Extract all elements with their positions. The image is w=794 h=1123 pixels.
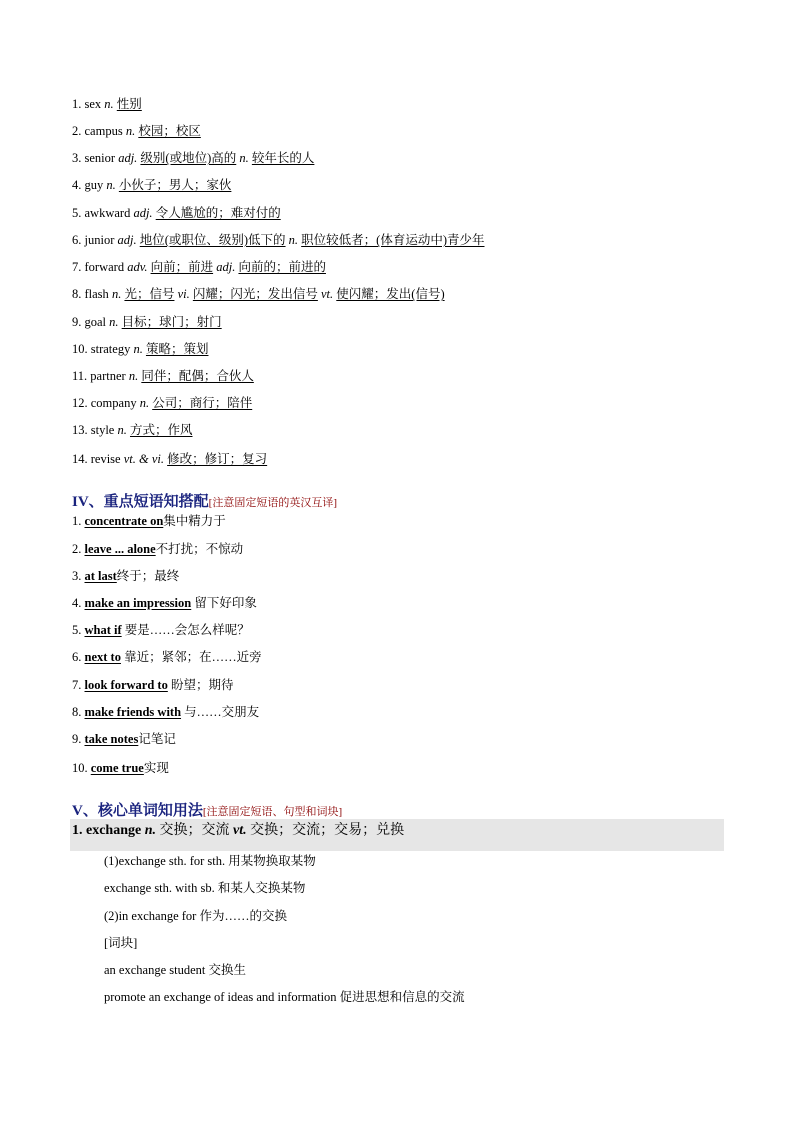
vocab-item <box>72 150 314 166</box>
vocab-item <box>72 368 254 384</box>
meaning: 公司；商行；陪伴 <box>152 396 253 410</box>
part-of-speech: n. <box>288 233 299 247</box>
phrase-meaning: 记笔记 <box>138 732 176 746</box>
vocab-item <box>72 123 201 139</box>
part-of-speech: vt. & vi. <box>123 452 164 466</box>
meaning: 较年长的人 <box>251 151 315 165</box>
phrase: take notes <box>84 732 139 746</box>
phrase-meaning: 集中精力于 <box>163 514 226 528</box>
meaning: 闪耀；闪光；发出信号 <box>192 287 318 301</box>
word: style <box>90 423 115 437</box>
usage-line: an exchange student 交换生 <box>104 963 246 977</box>
meaning: 令人尴尬的；难对付的 <box>155 206 281 220</box>
section-heading <box>72 493 337 512</box>
part-of-speech: adj. <box>117 233 137 247</box>
part-of-speech: n. <box>128 369 139 383</box>
phrase-meaning: 终于；最终 <box>116 569 180 583</box>
item-number: 9. <box>72 732 82 746</box>
section-note: [注意固定短语的英汉互译] <box>208 497 337 509</box>
phrase-meaning: 盼望；期待 <box>170 678 234 692</box>
phrase: look forward to <box>84 678 168 692</box>
item-number: 8. <box>72 287 82 301</box>
part-of-speech: n. <box>144 823 157 838</box>
item-number: 7. <box>72 678 82 692</box>
word: senior <box>84 151 116 165</box>
item-number: 3. <box>72 569 82 583</box>
item-number: 12. <box>72 396 88 410</box>
vocab-item <box>72 314 222 330</box>
word: flash <box>84 287 109 301</box>
phrase-item <box>72 704 259 720</box>
item-number: 4. <box>72 596 82 610</box>
word: junior <box>84 233 115 247</box>
phrase-meaning: 实现 <box>143 761 169 775</box>
part-of-speech: adv. <box>127 260 148 274</box>
usage-line: [词块] <box>104 936 138 950</box>
phrase-meaning: 留下好印象 <box>194 596 257 610</box>
section-title: V、核心单词知用法 <box>72 803 203 819</box>
word: goal <box>84 315 107 329</box>
phrase-item <box>72 731 176 747</box>
meaning: 向前；前进 <box>150 260 214 274</box>
item-number: 1. <box>72 823 83 838</box>
phrase-meaning: 与……交朋友 <box>184 705 260 719</box>
item-number: 7. <box>72 260 82 274</box>
word: campus <box>84 124 123 138</box>
word: sex <box>84 97 102 111</box>
meaning: 目标；球门；射门 <box>121 315 222 329</box>
meaning: 校园；校区 <box>138 124 201 138</box>
phrase-meaning: 靠近；紧邻；在……近旁 <box>124 650 262 664</box>
phrase-meaning: 不打扰；不惊动 <box>155 542 244 556</box>
item-number: 10. <box>72 342 88 356</box>
phrase: come true <box>90 761 144 775</box>
usage-line: promote an exchange of ideas and information 促进思想和信息的交流 <box>104 990 465 1004</box>
word: partner <box>90 369 126 383</box>
phrase-item <box>72 513 226 529</box>
vocab-item <box>72 422 193 438</box>
part-of-speech: vt. <box>233 823 247 838</box>
phrase: at last <box>84 569 117 583</box>
word: strategy <box>90 342 131 356</box>
item-number: 5. <box>72 206 82 220</box>
item-number: 4. <box>72 178 82 192</box>
phrase-meaning: 要是……会怎么样呢？ <box>124 623 250 637</box>
item-number: 1. <box>72 514 82 528</box>
usage-line: (1)exchange sth. for sth. 用某物换取某物 <box>104 854 316 868</box>
section-title: IV、重点短语知搭配 <box>72 494 209 510</box>
meaning: 使闪耀；发出(信号) <box>336 287 445 301</box>
vocab-item <box>72 205 281 221</box>
vocab-item <box>72 341 208 357</box>
item-number: 2. <box>72 542 82 556</box>
meaning: 职位较低者；(体育运动中)青少年 <box>301 233 485 247</box>
item-number: 1. <box>72 97 82 111</box>
section-note: [注意固定短语、句型和词块] <box>202 806 343 818</box>
word: awkward <box>84 206 131 220</box>
usage-line: exchange sth. with sb. 和某人交换某物 <box>104 881 306 895</box>
vocab-item <box>72 259 326 275</box>
meaning: 地位(或职位、级别)低下的 <box>139 233 286 247</box>
vocab-item <box>72 177 231 193</box>
word: revise <box>90 452 121 466</box>
item-number: 8. <box>72 705 82 719</box>
part-of-speech: n. <box>139 396 150 410</box>
vocab-item <box>72 286 445 302</box>
phrase: concentrate on <box>84 514 164 528</box>
phrase-item <box>72 649 262 665</box>
item-number: 6. <box>72 233 82 247</box>
phrase-item <box>72 760 169 776</box>
vocab-item <box>72 232 485 248</box>
item-number: 9. <box>72 315 82 329</box>
word: guy <box>84 178 104 192</box>
item-number: 2. <box>72 124 82 138</box>
part-of-speech: n. <box>106 178 116 192</box>
meaning: 同伴；配偶；合伙人 <box>141 369 254 383</box>
phrase-item <box>72 622 250 638</box>
item-number: 3. <box>72 151 82 165</box>
item-number: 10. <box>72 761 88 775</box>
word: company <box>90 396 137 410</box>
part-of-speech: adj. <box>133 206 153 220</box>
part-of-speech: n. <box>133 342 143 356</box>
part-of-speech: vi. <box>177 287 190 301</box>
item-number: 6. <box>72 650 82 664</box>
part-of-speech: n. <box>239 151 249 165</box>
phrase: make an impression <box>84 596 192 610</box>
meaning: 策略；策划 <box>145 342 209 356</box>
item-number: 13. <box>72 423 88 437</box>
phrase-item <box>72 677 233 693</box>
phrase-item <box>72 541 243 557</box>
meaning: 小伙子；男人；家伙 <box>118 178 232 192</box>
phrase: what if <box>84 623 122 637</box>
part-of-speech: n. <box>104 97 114 111</box>
word: forward <box>84 260 125 274</box>
meaning: 级别(或地位)高的 <box>140 151 237 165</box>
vocab-item <box>72 395 252 411</box>
phrase: leave ... alone <box>84 542 156 556</box>
item-number: 14. <box>72 452 88 466</box>
meaning: 性别 <box>116 97 142 111</box>
phrase-item <box>72 595 257 611</box>
part-of-speech: n. <box>117 423 127 437</box>
meaning: 方式；作风 <box>129 423 193 437</box>
headword: exchange <box>86 823 142 838</box>
meaning: 向前的；前进的 <box>238 260 326 274</box>
part-of-speech: n. <box>111 287 122 301</box>
meaning: 修改；修订；复习 <box>167 452 268 466</box>
meaning: 交换；交流；交易；兑换 <box>250 823 405 838</box>
vocab-item <box>72 96 142 112</box>
usage-line: (2)in exchange for 作为……的交换 <box>104 909 287 923</box>
phrase: make friends with <box>84 705 182 719</box>
part-of-speech: adj. <box>118 151 138 165</box>
entry-heading <box>72 822 404 840</box>
item-number: 5. <box>72 623 82 637</box>
phrase-item <box>72 568 179 584</box>
meaning: 光；信号 <box>124 287 175 301</box>
item-number: 11. <box>72 369 88 383</box>
part-of-speech: adj. <box>216 260 236 274</box>
part-of-speech: n. <box>125 124 136 138</box>
part-of-speech: n. <box>109 315 119 329</box>
phrase: next to <box>84 650 121 664</box>
meaning: 交换；交流 <box>159 823 230 838</box>
vocab-item <box>72 451 267 467</box>
part-of-speech: vt. <box>321 287 334 301</box>
